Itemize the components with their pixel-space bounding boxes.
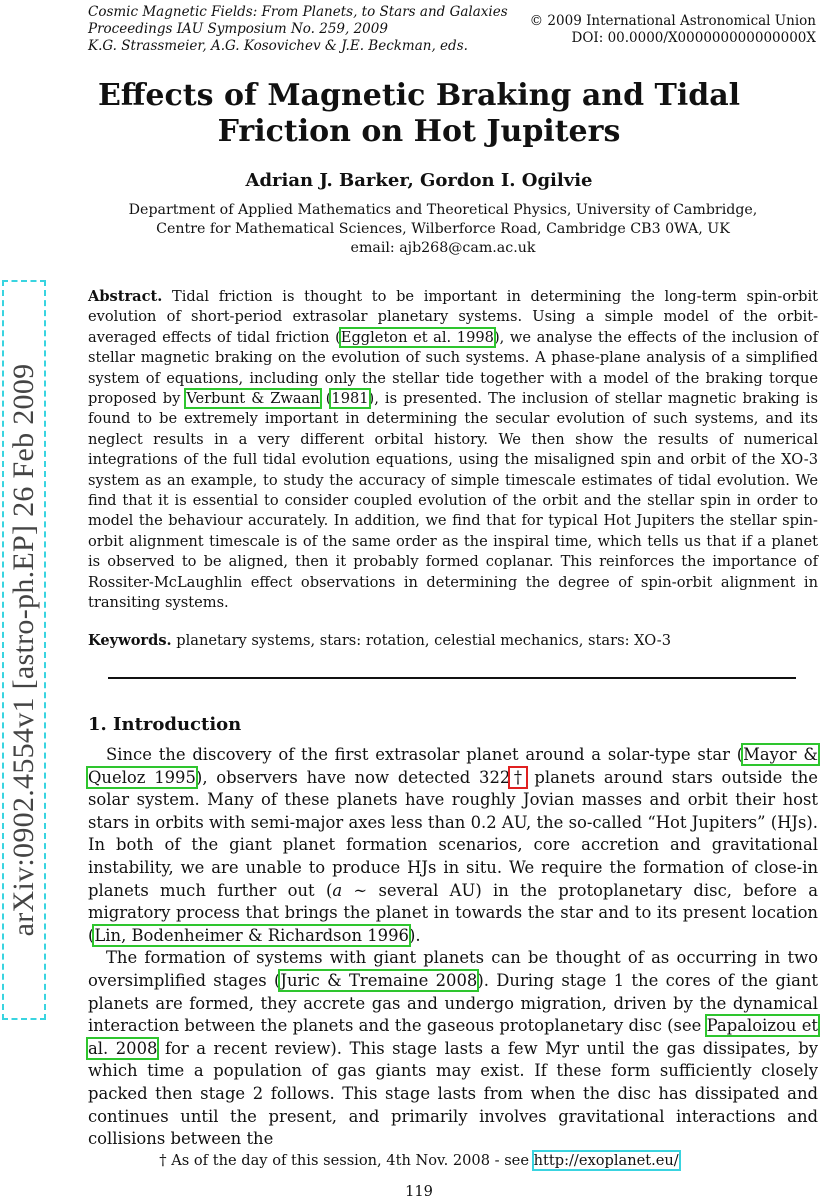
introduction-body <box>88 744 818 1151</box>
abstract-text-1: Tidal friction is thought to be important in determining the long-term spin-orbit evolution of short-period extrasolar planetary systems. Using a simple model of the orbit-averaged effects of tidal friction ( <box>88 288 818 346</box>
abstract-text-2: ), we analyse the effects of the inclusion of stellar magnetic braking on the evolution of such systems. A phase-plane analysis of a simplified system of equations, including only the stellar tide together with a model of the braking torque proposed by <box>88 328 818 408</box>
footnote <box>0 1152 838 1169</box>
arxiv-stamp-link[interactable] <box>2 280 46 1020</box>
citation-link-juric-tremaine[interactable]: Juric & Tremaine 2008 <box>280 970 478 990</box>
citation-link-papaloizou[interactable]: Papaloizou et al. 2008 <box>88 1016 818 1058</box>
keywords-text: planetary systems, stars: rotation, celestial mechanics, stars: XO-3 <box>176 632 671 649</box>
page-number: 119 <box>405 1183 433 1200</box>
abstract-text-3: ( <box>319 390 332 408</box>
header-conference: Cosmic Magnetic Fields: From Planets, to Stars and Galaxies <box>88 4 508 20</box>
abstract-text-4: ), is presented. The inclusion of stellar magnetic braking is found to be extremely important in determining the secular evolution of such systems, and its neglect results in a very different orbital history. We then show the results of numerical integrations of the full tidal evolution equations, using the misaligned spin and orbit of the XO-3 system as an example, to study the accuracy of simple timescale estimates of tidal evolution. We find that it is essential to consider coupled evolution of the orbit and the stellar spin in order to model the behaviour accurately. In addition, we find that for typical Hot Jupiters the stellar spin-orbit alignment timescale is of the same order as the inspiral time, which tells us that if a planet is observed to be aligned, then it probably formed coplanar. This reinforces the importance of Rossiter-McLaughlin effect observations in determining the degree of spin-orbit alignment in transiting systems. <box>88 390 818 612</box>
section-heading-introduction: 1. Introduction <box>88 714 242 735</box>
paper-title <box>0 78 838 150</box>
keywords-label: Keywords. <box>88 632 172 649</box>
affiliation-email: email: ajb268@cam.ac.uk <box>350 240 536 256</box>
title-line-2: Friction on Hot Jupiters <box>217 114 621 149</box>
running-header-right <box>530 13 816 47</box>
section-divider <box>108 677 796 679</box>
footnote-text: † As of the day of this session, 4th Nov. 2008 - see <box>159 1152 534 1169</box>
header-copyright: © 2009 International Astronomical Union <box>529 13 816 29</box>
title-line-1: Effects of Magnetic Braking and Tidal <box>97 78 741 113</box>
author-list: Adrian J. Barker, Gordon I. Ogilvie <box>245 170 593 191</box>
footnote-marker-link[interactable]: † <box>510 767 526 787</box>
citation-link-verbunt-year[interactable]: 1981 <box>331 390 369 408</box>
citation-link-eggleton[interactable]: Eggleton et al. 1998 <box>340 328 494 346</box>
abstract-label: Abstract. <box>88 288 163 305</box>
intro-text: ). During stage 1 the cores of the giant planets are formed, they accrete gas and undergo migration, driven by the dynamical interaction between the planets and the gaseous protoplanetary disc (see <box>88 970 818 1036</box>
citation-link-verbunt[interactable]: Verbunt & Zwaan <box>186 390 320 408</box>
header-doi: DOI: 00.0000/X000000000000000X <box>571 30 816 46</box>
affiliation <box>90 201 796 258</box>
intro-text: ). <box>408 925 421 945</box>
running-header-left <box>88 4 508 55</box>
intro-text: planets around stars outside the solar system. Many of these planets have roughly Jovian masses and orbit their host stars in orbits with semi-major axes less than 0.2 AU, the so-called “Hot Jupiters” (HJs). In both of the giant planet formation scenarios, core accretion and gravitational instability, we are unable to produce HJs in situ. We require the formation of close-in planets much further out ( <box>88 767 818 900</box>
intro-paragraph-1 <box>88 744 818 947</box>
semi-major-axis-symbol: a <box>332 880 343 900</box>
intro-text: for a recent review). This stage lasts a few Myr until the gas dissipates, by which time a population of gas giants may exist. If these form sufficiently closely packed then stage 2 follows. This stage lasts from when the disc has dissipated and continues until the present, and primarily involves gravitational interactions and collisions between the <box>88 1038 818 1149</box>
citation-link-mayor-queloz[interactable]: Mayor & Queloz 1995 <box>88 745 818 787</box>
intro-paragraph-2 <box>88 947 818 1150</box>
abstract <box>88 287 818 614</box>
intro-text: Since the discovery of the first extrasolar planet around a solar-type star ( <box>106 745 744 764</box>
header-proceedings: Proceedings IAU Symposium No. 259, 2009 <box>88 21 388 37</box>
citation-link-lin-bodenheimer[interactable]: Lin, Bodenheimer & Richardson 1996 <box>94 925 409 945</box>
intro-text: ), observers have now detected 322 <box>195 767 511 787</box>
intro-text: The formation of systems with giant planets can be thought of as occurring in two oversimplified stages ( <box>88 948 818 990</box>
arxiv-stamp-text: arXiv:0902.4554v1 [astro-ph.EP] 26 Feb 2009 <box>7 363 40 937</box>
intro-text: ∼ several AU) in the protoplanetary disc, before a migratory process that brings the planet in towards the star and to its present location ( <box>88 880 818 945</box>
affiliation-line-1: Department of Applied Mathematics and Theoretical Physics, University of Cambridge, <box>128 202 758 218</box>
affiliation-line-2: Centre for Mathematical Sciences, Wilberforce Road, Cambridge CB3 0WA, UK <box>156 221 730 237</box>
header-editors: K.G. Strassmeier, A.G. Kosovichev & J.E. Beckman, eds. <box>88 38 468 54</box>
keywords <box>88 632 818 649</box>
exoplanet-url-link[interactable]: http://exoplanet.eu/ <box>533 1152 679 1169</box>
